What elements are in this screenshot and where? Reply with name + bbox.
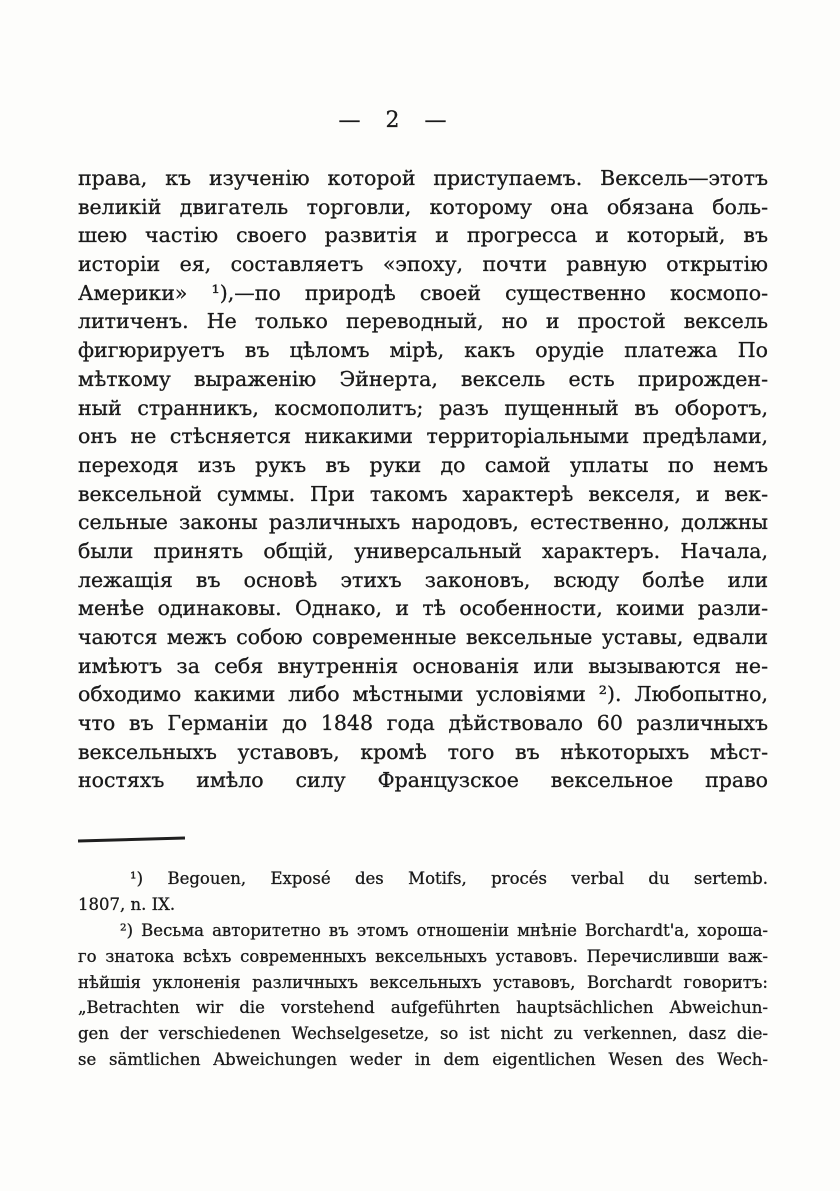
body-line: мѣткому выраженію Эйнерта, вексель есть прирожден- bbox=[78, 366, 768, 391]
body-line: литиченъ. Не только переводный, но и простой вексель bbox=[78, 309, 768, 334]
footnote-line: se sämtlichen Abweichungen weder in dem eigentlichen Wesen des Wech- bbox=[78, 1050, 768, 1070]
body-line: сельные законы различныхъ народовъ, естественно, должны bbox=[78, 510, 768, 535]
footnote-line: „Betrachten wir die vorstehend aufgeführten hauptsächlichen Abweichun- bbox=[78, 998, 768, 1018]
body-line: менѣе одинаковы. Однако, и тѣ особенности, коими разли- bbox=[78, 596, 768, 621]
body-line: вексельной суммы. При такомъ характерѣ векселя, и век- bbox=[78, 481, 768, 506]
body-line: чаются межъ собою современные вексельные уставы, едвали bbox=[78, 625, 768, 649]
body-line: были принять общій, универсальный характеръ. Начала, bbox=[78, 538, 768, 563]
body-line: что въ Германіи до 1848 года дѣйствовало 60 различныхъ bbox=[78, 711, 768, 736]
footnote-line: ²) Весьма авторитетно въ этомъ отношеніи мнѣніе Borchardt'a, хороша- bbox=[120, 920, 768, 940]
footnote-line: 1807, n. IX. bbox=[78, 894, 176, 914]
body-line: великій двигатель торговли, которому она обязана боль- bbox=[78, 194, 768, 219]
body-line: шею частію своего развитія и прогресса и который, въ bbox=[78, 223, 768, 248]
body-line: фигюрируетъ въ цѣломъ мірѣ, какъ орудіе платежа По bbox=[78, 338, 768, 363]
footnote-line: го знатока всѣхъ современныхъ вексельныхъ уставовъ. Перечисливши важ- bbox=[78, 946, 768, 966]
footnotes bbox=[78, 866, 768, 1073]
body-text bbox=[78, 164, 768, 795]
body-line: Америки» ¹),—по природѣ своей существенно космопо- bbox=[78, 280, 768, 305]
body-line: онъ не стѣсняется никакими территоріальными предѣлами, bbox=[78, 424, 768, 449]
body-line: ный странникъ, космополитъ; разъ пущенный въ оборотъ, bbox=[78, 395, 768, 420]
body-line: ностяхъ имѣло силу Французское вексельное право bbox=[78, 768, 768, 793]
page-number: — 2 — bbox=[338, 108, 448, 133]
body-line: права, къ изученію которой приступаемъ. Вексель—этотъ bbox=[78, 166, 768, 190]
body-line: исторіи ея, составляетъ «эпоху, почти равную открытію bbox=[78, 252, 768, 277]
footnote-line: ¹) Begouen, Exposé des Motifs, procés verbal du sertemb. bbox=[130, 869, 768, 888]
body-line: имѣютъ за себя внутреннія основанія или вызываются не- bbox=[78, 653, 768, 678]
body-line: вексельныхъ уставовъ, кромѣ того въ нѣкоторыхъ мѣст- bbox=[78, 739, 768, 764]
footnote-separator-rule bbox=[78, 837, 185, 843]
footnote-line: нѣйшія уклоненія различныхъ вексельныхъ уставовъ, Borchardt говоритъ: bbox=[78, 972, 768, 992]
body-line: лежащія въ основѣ этихъ законовъ, всюду болѣе или bbox=[78, 567, 768, 592]
body-line: переходя изъ рукъ въ руки до самой уплаты по немъ bbox=[78, 452, 768, 477]
footnote-line: gen der verschiedenen Wechselgesetze, so ist nicht zu verkennen, dasz die- bbox=[78, 1024, 768, 1044]
body-line: обходимо какими либо мѣстными условіями ²). Любопытно, bbox=[78, 682, 768, 707]
